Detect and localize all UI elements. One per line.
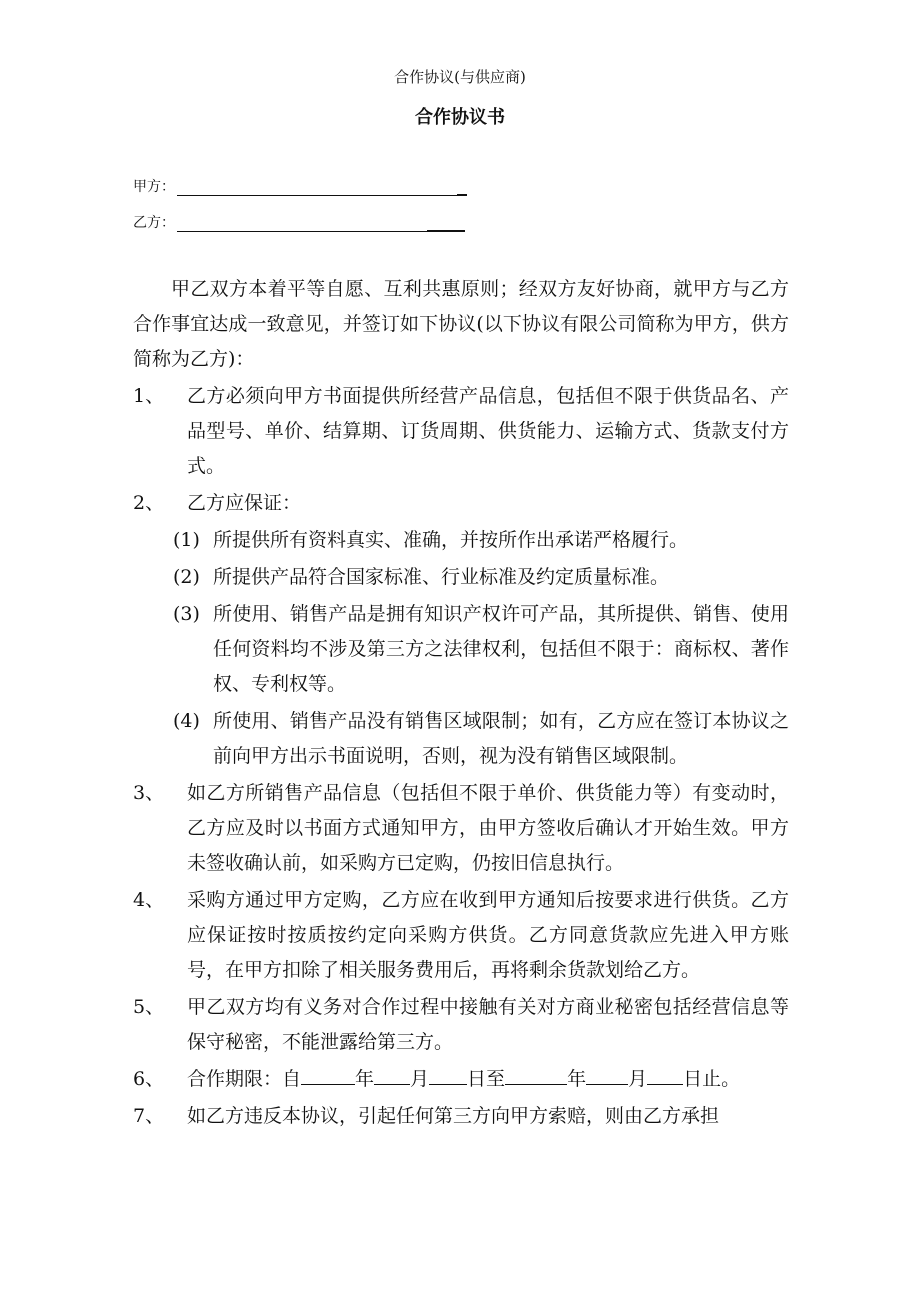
agreement-body	[133, 272, 789, 1134]
party-b-line	[133, 212, 465, 232]
clause-number: 7、	[133, 1105, 165, 1127]
clause-7	[133, 1099, 789, 1134]
party-a-blank-tail	[457, 180, 467, 196]
party-a-label: 甲方：	[133, 179, 175, 195]
clause-2	[133, 486, 789, 521]
day-to-label: 日至	[467, 1068, 506, 1090]
intro-paragraph: 甲乙双方本着平等自愿、互利共惠原则；经双方友好协商，就甲方与乙方合作事宜达成一致意见，并签订如下协议(以下协议有限公司简称为甲方，供方简称为乙方)：	[133, 278, 789, 370]
clause-4	[133, 883, 789, 988]
month-label: 月	[628, 1068, 648, 1090]
party-b-blank[interactable]	[177, 217, 465, 232]
party-a-line	[133, 176, 467, 196]
start-day-blank[interactable]	[429, 1062, 467, 1085]
clause-text	[187, 1062, 789, 1097]
clause-6	[133, 1062, 789, 1097]
clause-text: 如乙方所销售产品信息（包括但不限于单价、供货能力等）有变动时，乙方应及时以书面方式通知甲方，由甲方签收后确认才开始生效。甲方未签收确认前，如采购方已定购，仍按旧信息执行。	[187, 782, 789, 874]
party-a-blank[interactable]	[177, 181, 457, 196]
party-b-label: 乙方：	[133, 215, 175, 231]
page-header: 合作协议(与供应商)	[394, 68, 526, 86]
subclause-text: 所使用、销售产品是拥有知识产权许可产品，其所提供、销售、使用任何资料均不涉及第三方之法律权利，包括但不限于：商标权、著作权、专利权等。	[213, 603, 789, 695]
end-day-blank[interactable]	[647, 1062, 683, 1085]
subclause-text: 所使用、销售产品没有销售区域限制；如有，乙方应在签订本协议之前向甲方出示书面说明，否则，视为没有销售区域限制。	[213, 710, 789, 767]
subclause-number: (3)	[173, 603, 200, 625]
clause-text: 乙方必须向甲方书面提供所经营产品信息，包括但不限于供货品名、产品型号、单价、结算期、订货周期、供货能力、运输方式、货款支付方式。	[187, 385, 789, 477]
clause-text: 乙方应保证：	[187, 492, 302, 514]
month-label: 月	[410, 1068, 430, 1090]
subclause-3	[173, 597, 789, 702]
clause-number: 1、	[133, 385, 165, 407]
clause-number: 3、	[133, 782, 165, 804]
clause-3	[133, 776, 789, 881]
clause-number: 6、	[133, 1068, 165, 1090]
document-title: 合作协议书	[415, 107, 505, 128]
subclause-text: 所提供产品符合国家标准、行业标准及约定质量标准。	[213, 566, 670, 588]
subclause-number: (4)	[173, 710, 200, 732]
end-month-blank[interactable]	[586, 1062, 628, 1085]
subclause-text: 所提供所有资料真实、准确，并按所作出承诺严格履行。	[213, 529, 689, 551]
clause-1	[133, 379, 789, 484]
end-year-blank[interactable]	[505, 1062, 567, 1085]
subclause-number: (2)	[173, 566, 200, 588]
year-label: 年	[567, 1068, 587, 1090]
clause-number: 4、	[133, 889, 165, 911]
subclause-4	[173, 704, 789, 774]
start-month-blank[interactable]	[374, 1062, 410, 1085]
clause-text: 甲乙双方均有义务对合作过程中接触有关对方商业秘密包括经营信息等保守秘密，不能泄露给第三方。	[187, 996, 789, 1053]
subclause-number: (1)	[173, 529, 200, 551]
clause-number: 2、	[133, 492, 165, 514]
clause-5	[133, 990, 789, 1060]
party-b-blank-tail	[427, 216, 465, 232]
clause-text: 采购方通过甲方定购，乙方应在收到甲方通知后按要求进行供货。乙方应保证按时按质按约定向采购方供货。乙方同意货款应先进入甲方账号，在甲方扣除了相关服务费用后，再将剩余货款划给乙方。	[187, 889, 789, 981]
clause-number: 5、	[133, 996, 165, 1018]
subclause-1	[173, 523, 789, 558]
start-year-blank[interactable]	[301, 1062, 355, 1085]
term-label: 合作期限：自	[187, 1068, 302, 1090]
day-end-label: 日止。	[683, 1068, 741, 1090]
year-label: 年	[355, 1068, 375, 1090]
subclause-2	[173, 560, 789, 595]
clause-text: 如乙方违反本协议，引起任何第三方向甲方索赔，则由乙方承担	[187, 1105, 720, 1127]
